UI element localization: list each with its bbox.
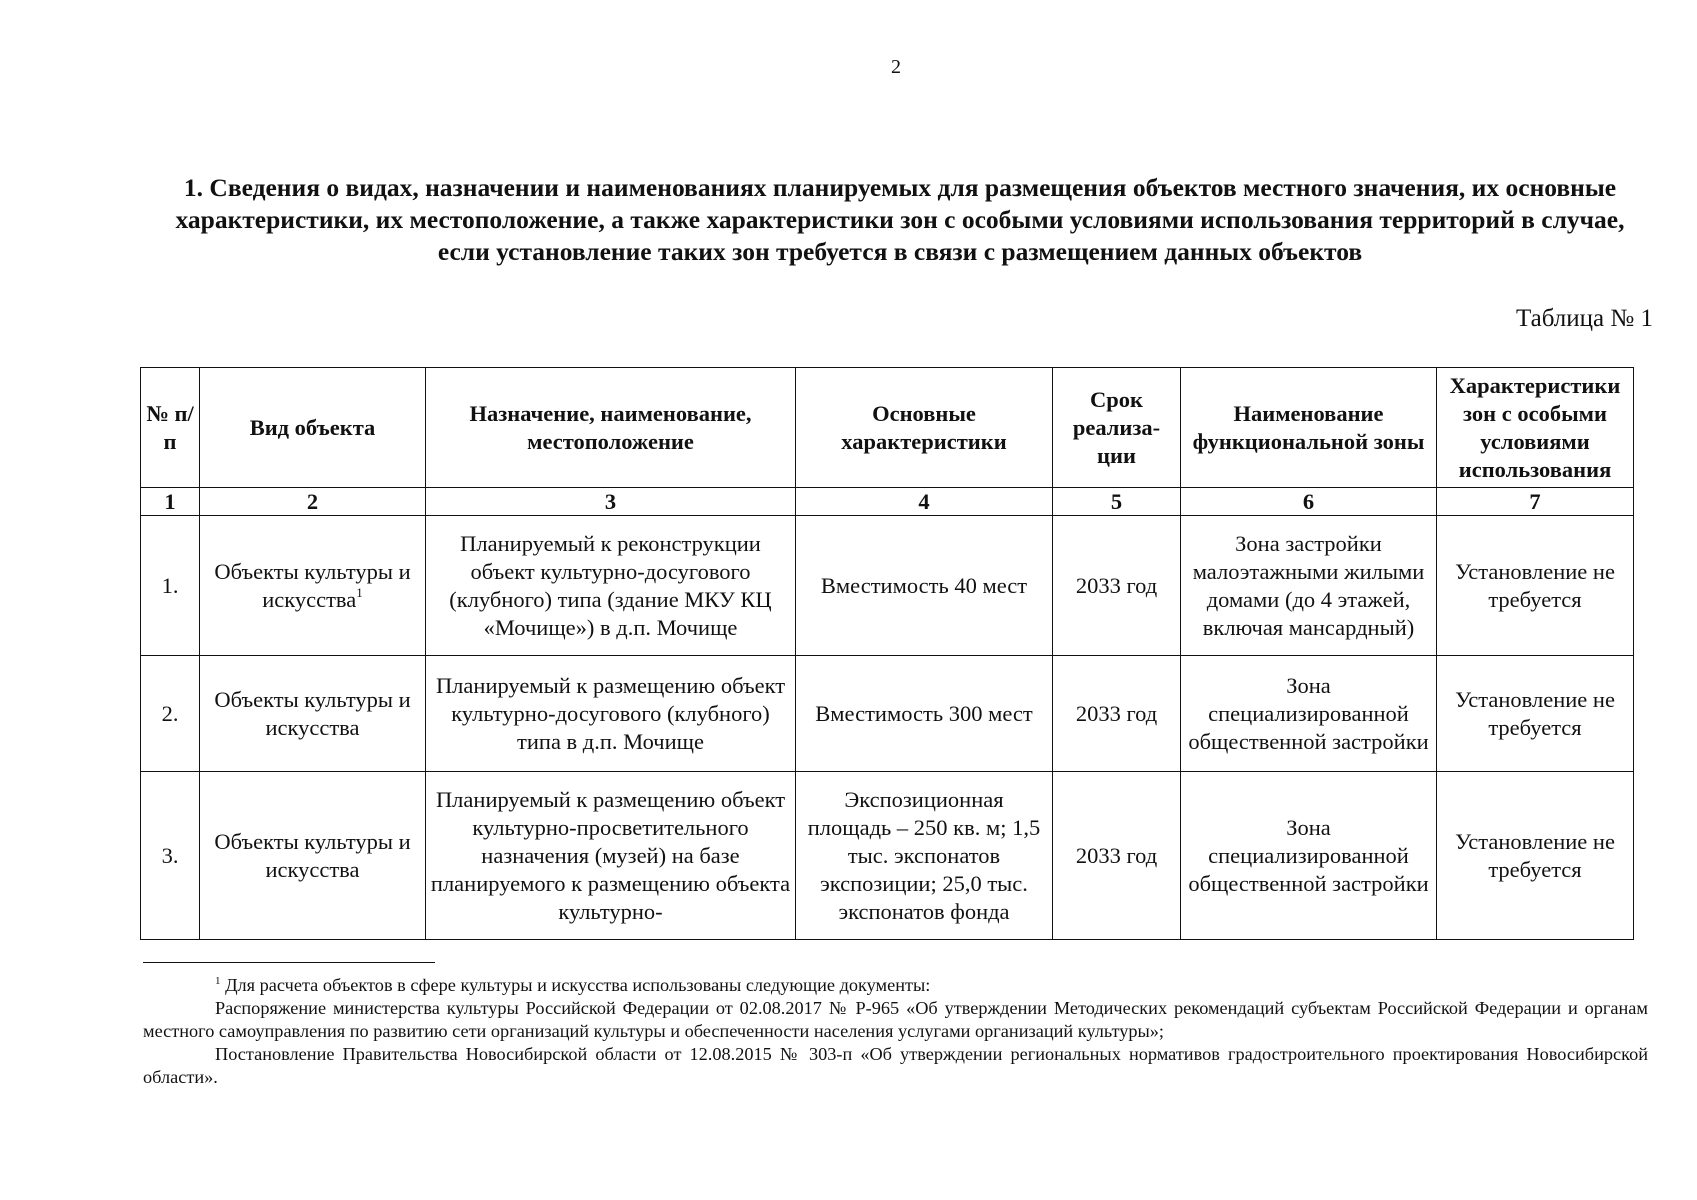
column-number: 1 — [141, 488, 200, 516]
header-cell: Срок реализа-ции — [1053, 368, 1181, 488]
footnote-item: Распоряжение министерства культуры Российской Федерации от 02.08.2017 № Р-965 «Об утверждении Методических рекомендаций субъектам Российской Федерации и органам местного самоуправления по развитию сети организаций культуры и обеспеченности населения услугами организаций культуры»; — [143, 998, 1648, 1041]
page-number: 2 — [891, 56, 901, 78]
purpose-cell: Планируемый к реконструкции объект культурно-досугового (клубного) типа (здание МКУ КЦ «Мочище») в д.п. Мочище — [426, 516, 796, 656]
special-zone-cell: Установление не требуется — [1437, 656, 1634, 772]
footnote-marker: 1 — [356, 584, 363, 600]
footnote-item: Постановление Правительства Новосибирской области от 12.08.2015 № 303-п «Об утверждении региональных нормативов градостроительного проектирования Новосибирской области». — [143, 1044, 1648, 1087]
header-cell: Характеристики зон с особыми условиями использования — [1437, 368, 1634, 488]
footnotes — [143, 974, 1648, 1089]
header-cell: Вид объекта — [200, 368, 426, 488]
characteristics-cell: Вместимость 40 мест — [796, 516, 1053, 656]
object-type-cell: Объекты культуры и искусства — [200, 656, 426, 772]
special-zone-cell: Установление не требуется — [1437, 516, 1634, 656]
term-cell: 2033 год — [1053, 772, 1181, 940]
zone-cell: Зона специализированной общественной застройки — [1181, 656, 1437, 772]
characteristics-cell: Вместимость 300 мест — [796, 656, 1053, 772]
row-index: 1. — [141, 516, 200, 656]
section-heading: 1. Сведения о видах, назначении и наименованиях планируемых для размещения объектов местного значения, их основные характеристики, их местоположение, а также характеристики зон с особыми условиями использования территорий в случае, если установление таких зон требуется в связи с размещением данных объектов — [175, 173, 1625, 266]
zone-cell: Зона специализированной общественной застройки — [1181, 772, 1437, 940]
table-caption: Таблица № 1 — [1515, 305, 1653, 332]
row-index: 2. — [141, 656, 200, 772]
special-zone-cell: Установление не требуется — [1437, 772, 1634, 940]
row-index: 3. — [141, 772, 200, 940]
footnote-marker: 1 — [215, 975, 221, 987]
column-number: 4 — [796, 488, 1053, 516]
header-cell: № п/п — [141, 368, 200, 488]
object-type-cell: Объекты культуры и искусства — [200, 772, 426, 940]
footnote-intro-text: Для расчета объектов в сфере культуры и искусства использованы следующие документы: — [225, 975, 931, 995]
zone-cell: Зона застройки малоэтажными жилыми домами (до 4 этажей, включая мансардный) — [1181, 516, 1437, 656]
object-type: Объекты культуры и искусства — [214, 558, 411, 612]
column-number: 2 — [200, 488, 426, 516]
header-cell: Назначение, наименование, местоположение — [426, 368, 796, 488]
table-row — [141, 516, 1634, 656]
term-cell: 2033 год — [1053, 516, 1181, 656]
purpose-cell: Планируемый к размещению объект культурно-просветительного назначения (музей) на базе планируемого к размещению объекта культурно- — [426, 772, 796, 940]
purpose-cell: Планируемый к размещению объект культурно-досугового (клубного) типа в д.п. Мочище — [426, 656, 796, 772]
objects-table — [140, 367, 1634, 940]
object-type-cell — [200, 516, 426, 656]
column-number: 5 — [1053, 488, 1181, 516]
header-cell: Основные характеристики — [796, 368, 1053, 488]
table-row — [141, 656, 1634, 772]
table-header-row — [141, 368, 1634, 488]
term-cell: 2033 год — [1053, 656, 1181, 772]
column-number: 3 — [426, 488, 796, 516]
table-row — [141, 772, 1634, 940]
column-number-row — [141, 488, 1634, 516]
column-number: 6 — [1181, 488, 1437, 516]
footnote-intro — [143, 974, 1648, 997]
column-number: 7 — [1437, 488, 1634, 516]
footnote-separator — [143, 962, 435, 963]
header-cell: Наименование функциональной зоны — [1181, 368, 1437, 488]
characteristics-cell: Экспозиционная площадь – 250 кв. м; 1,5 тыс. экспонатов экспозиции; 25,0 тыс. экспонатов фонда — [796, 772, 1053, 940]
